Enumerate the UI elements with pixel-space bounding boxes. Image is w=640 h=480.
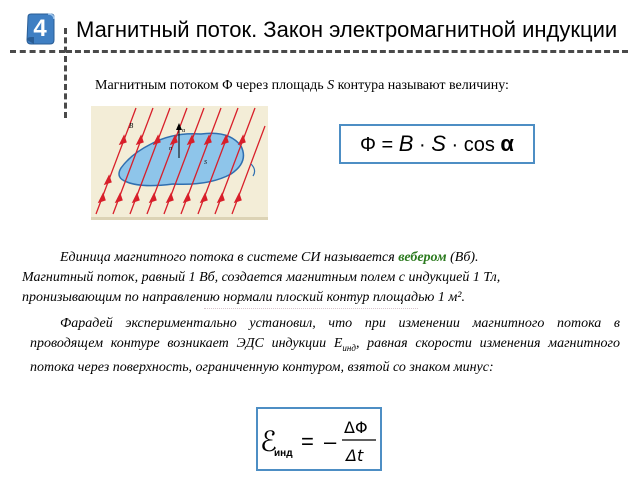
title-underline-right — [66, 50, 628, 53]
label-b: B — [129, 122, 134, 130]
emf-minus: – — [324, 429, 337, 454]
slide-number: 4 — [33, 15, 47, 42]
slide-number-badge — [25, 13, 55, 45]
weber-line-3: пронизывающим по направлению нормали плоский контур площадью 1 м². — [22, 290, 465, 305]
contour-field-diagram — [91, 106, 268, 220]
label-s: S — [204, 160, 207, 166]
emf-symbol: ℰ — [260, 425, 277, 458]
emf-numerator: ΔΦ — [344, 418, 368, 437]
emf-formula — [258, 409, 380, 469]
label-alpha: α — [182, 128, 186, 134]
faraday-law-paragraph: Фарадей экспериментально установил, что при изменении магнитного потока в проводящем контуре возникает ЭДС индукции $E_{инд}$, равная скорости изменения магнитного потока через поверхность, ограниченную контуром, взятой со знаком минус: — [30, 316, 620, 375]
emf-equals: = — [301, 429, 314, 454]
emf-subscript: инд — [274, 448, 293, 459]
emf-formula-box — [256, 407, 382, 471]
label-n: n — [169, 146, 172, 152]
flux-formula-box: Φ = B · S · cos α — [339, 124, 535, 164]
weber-line-2: Магнитный поток, равный 1 Вб, создается магнитным полем с индукцией 1 Тл, — [22, 270, 501, 285]
weber-term: вебером — [398, 250, 447, 265]
title-underline-left — [10, 50, 65, 53]
slide-title: Магнитный поток. Закон электромагнитной индукции — [76, 17, 618, 42]
dotted-separator — [204, 308, 418, 309]
emf-denominator: Δt — [346, 446, 364, 465]
flux-illustration — [91, 106, 268, 220]
flux-definition-text: Магнитным потоком Φ через площадь S контура называют величину: — [95, 78, 509, 93]
weber-line-1: Единица магнитного потока в системе СИ называется вебером (Вб). — [60, 250, 479, 265]
title-divider-line — [64, 28, 67, 118]
weber-unit-paragraph — [22, 248, 622, 308]
